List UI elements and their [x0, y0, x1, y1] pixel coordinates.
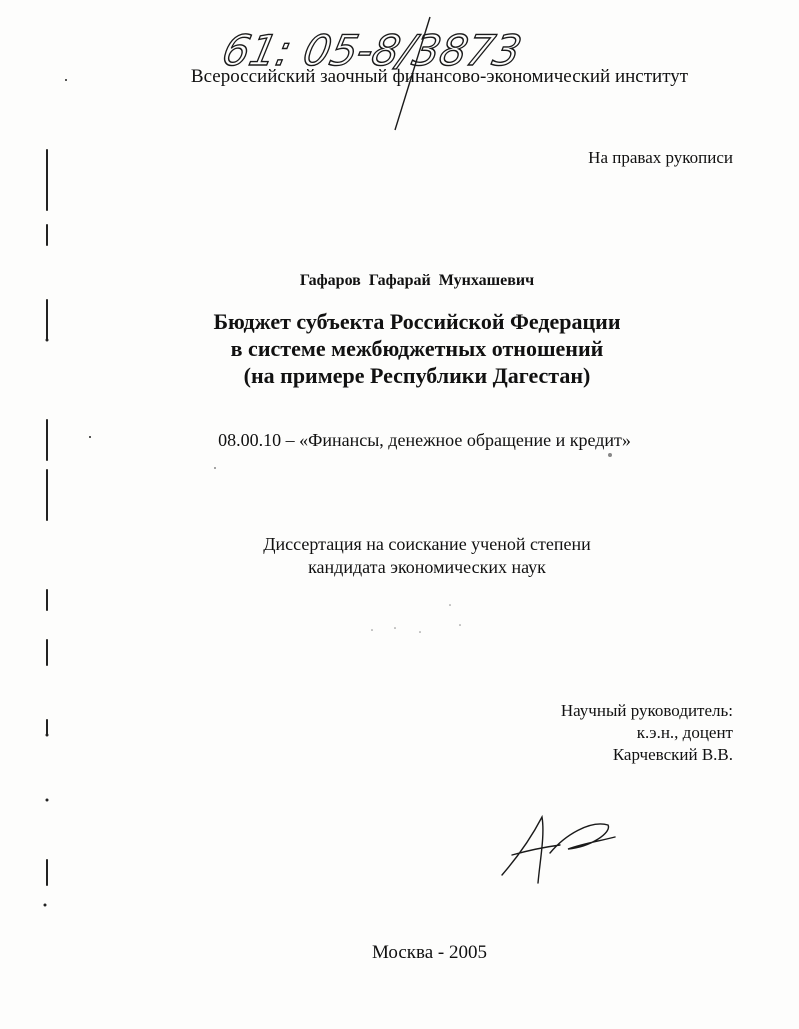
- author-signature: [490, 805, 630, 890]
- institute-name: Всероссийский заочный финансово-экономический институт: [190, 66, 689, 87]
- rights-note: На правах рукописи: [588, 148, 733, 167]
- advisor-label: Научный руководитель:: [560, 701, 733, 720]
- title-line: (на примере Республики Дагестан): [243, 363, 591, 388]
- city-year: Москва - 2005: [371, 942, 488, 963]
- advisor-title: к.э.н., доцент: [636, 723, 733, 742]
- degree-line: Диссертация на соискание ученой степени: [263, 534, 591, 554]
- advisor-name: Карчевский В.В.: [612, 745, 733, 764]
- archive-stamp-text: 61: 05-8/3873: [217, 27, 526, 76]
- scientific-advisor: [561, 700, 733, 766]
- author-name: Гафаров Гафарай Мунхашевич: [299, 272, 535, 289]
- degree-line: кандидата экономических наук: [308, 557, 546, 577]
- title-line: Бюджет субъекта Российской Федерации: [213, 309, 621, 334]
- specialty-code: 08.00.10 – «Финансы, денежное обращение и кредит»: [218, 430, 631, 450]
- title-line: в системе межбюджетных отношений: [230, 336, 604, 361]
